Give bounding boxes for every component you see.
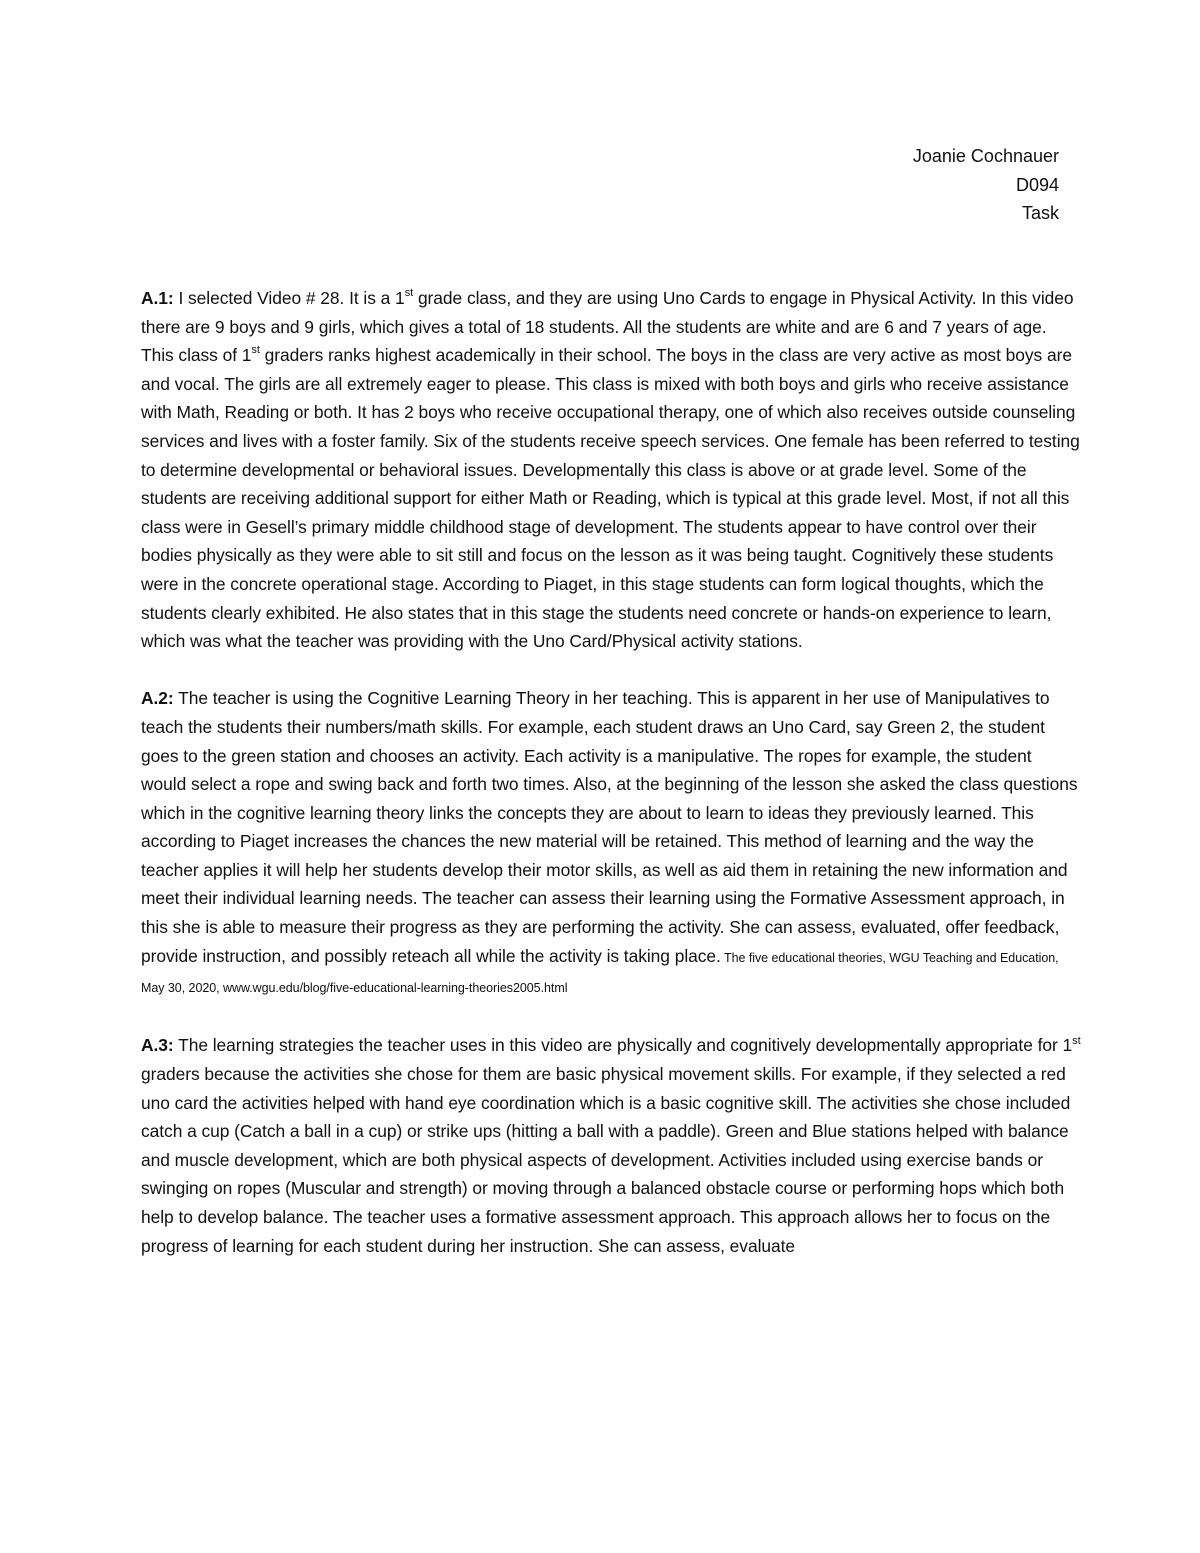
section-a3 bbox=[141, 1031, 1081, 1260]
section-a1-text-part2: grade class, and they are using Uno Cards to engage in Physical Activity. In this video there are 9 boys and 9 girls, which gives a total of 18 students. All the students are white and are 6 and 7 years of age. This class of 1 bbox=[141, 288, 1074, 366]
section-a3-text-part1: The learning strategies the teacher uses in this video are physically and cognitively developmentally appropriate for 1 bbox=[173, 1035, 1073, 1056]
section-a3-label: A.3: bbox=[141, 1035, 174, 1056]
course-code: D094 bbox=[1015, 174, 1059, 195]
section-a2 bbox=[141, 684, 1081, 1003]
section-a1 bbox=[141, 284, 1081, 656]
section-a2-citation: The five educational theories, WGU Teaching and Education, May 30, 2020, www.wgu.edu/blog/five-educational-learning-theories2005.html bbox=[141, 950, 1059, 996]
section-a1-ordinal-suffix-1: st bbox=[404, 287, 414, 300]
section-a1-label: A.1: bbox=[141, 288, 174, 308]
section-a2-text: The teacher is using the Cognitive Learning Theory in her teaching. This is apparent in her use of Manipulatives to teach the students their numbers/math skills. For example, each student draws an Uno Card, say Green 2, the student goes to the green station and chooses an activity. Each activity is a manipulative. The ropes for example, the student would select a rope and swing back and forth two times. Also, at the beginning of the lesson she asked the class questions which in the cognitive learning theory links the concepts they are about to learn to ideas they previously learned. This according to Piaget increases the chances the new material will be retained. This method of learning and the way the teacher applies it will help her students develop their motor skills, as well as aid them in retaining the new information and meet their individual learning needs. The teacher can assess their learning using the Formative Assessment approach, in this she is able to measure their progress as they are performing the activity. She can assess, evaluated, offer feedback, provide instruction, and possibly reteach all while the activity is taking place. bbox=[141, 688, 1078, 966]
section-a3-text-part2: graders because the activities she chose for them are basic physical movement skills. For example, if they selected a red uno card the activities helped with hand eye coordination which is a basic cognitive skill. The activities she chose included catch a cup (Catch a ball in a cup) or strike ups (hitting a ball with a paddle). Green and Blue stations helped with balance and muscle development, which are both physical aspects of development. Activities included using exercise bands or swinging on ropes (Muscular and strength) or moving through a balanced obstacle course or performing hops which both help to develop balance. The teacher uses a formative assessment approach. This approach allows her to focus on the progress of learning for each student during her instruction. She can assess, evaluate bbox=[141, 1064, 1071, 1256]
section-a3-ordinal-suffix: st bbox=[1072, 1034, 1081, 1047]
assignment-title: Task bbox=[1021, 203, 1059, 224]
section-a1-ordinal-suffix-2: st bbox=[251, 344, 260, 357]
author-name: Joanie Cochnauer bbox=[912, 146, 1059, 166]
document-body bbox=[141, 284, 1081, 1289]
section-a1-text-part3: graders ranks highest academically in their school. The boys in the class are very active as most boys are and vocal. The girls are all extremely eager to please. This class is mixed with both boys and girls who receive assistance with Math, Reading or both. It has 2 boys who receive occupational therapy, one of which also receives outside counseling services and lives with a foster family. Six of the students receive speech services. One female has been referred to testing to determine developmental or behavioral issues. Developmentally this class is above or at grade level. Some of the students are receiving additional support for either Math or Reading, which is typical at this grade level. Most, if not all this class were in Gesell’s primary middle childhood stage of development. The students appear to have control over their bodies physically as they were able to sit still and focus on the lesson as it was being taught. Cognitively these students were in the concrete operational stage. According to Piaget, in this stage students can form logical thoughts, which the students clearly exhibited. He also states that in this stage the students need concrete or hands-on experience to learn, which was what the teacher was providing with the Uno Card/Physical activity stations. bbox=[141, 345, 1080, 652]
section-a1-text-part1: I selected Video # 28. It is a 1 bbox=[173, 288, 405, 308]
section-a2-label: A.2: bbox=[141, 688, 174, 709]
document-header bbox=[913, 142, 1059, 228]
